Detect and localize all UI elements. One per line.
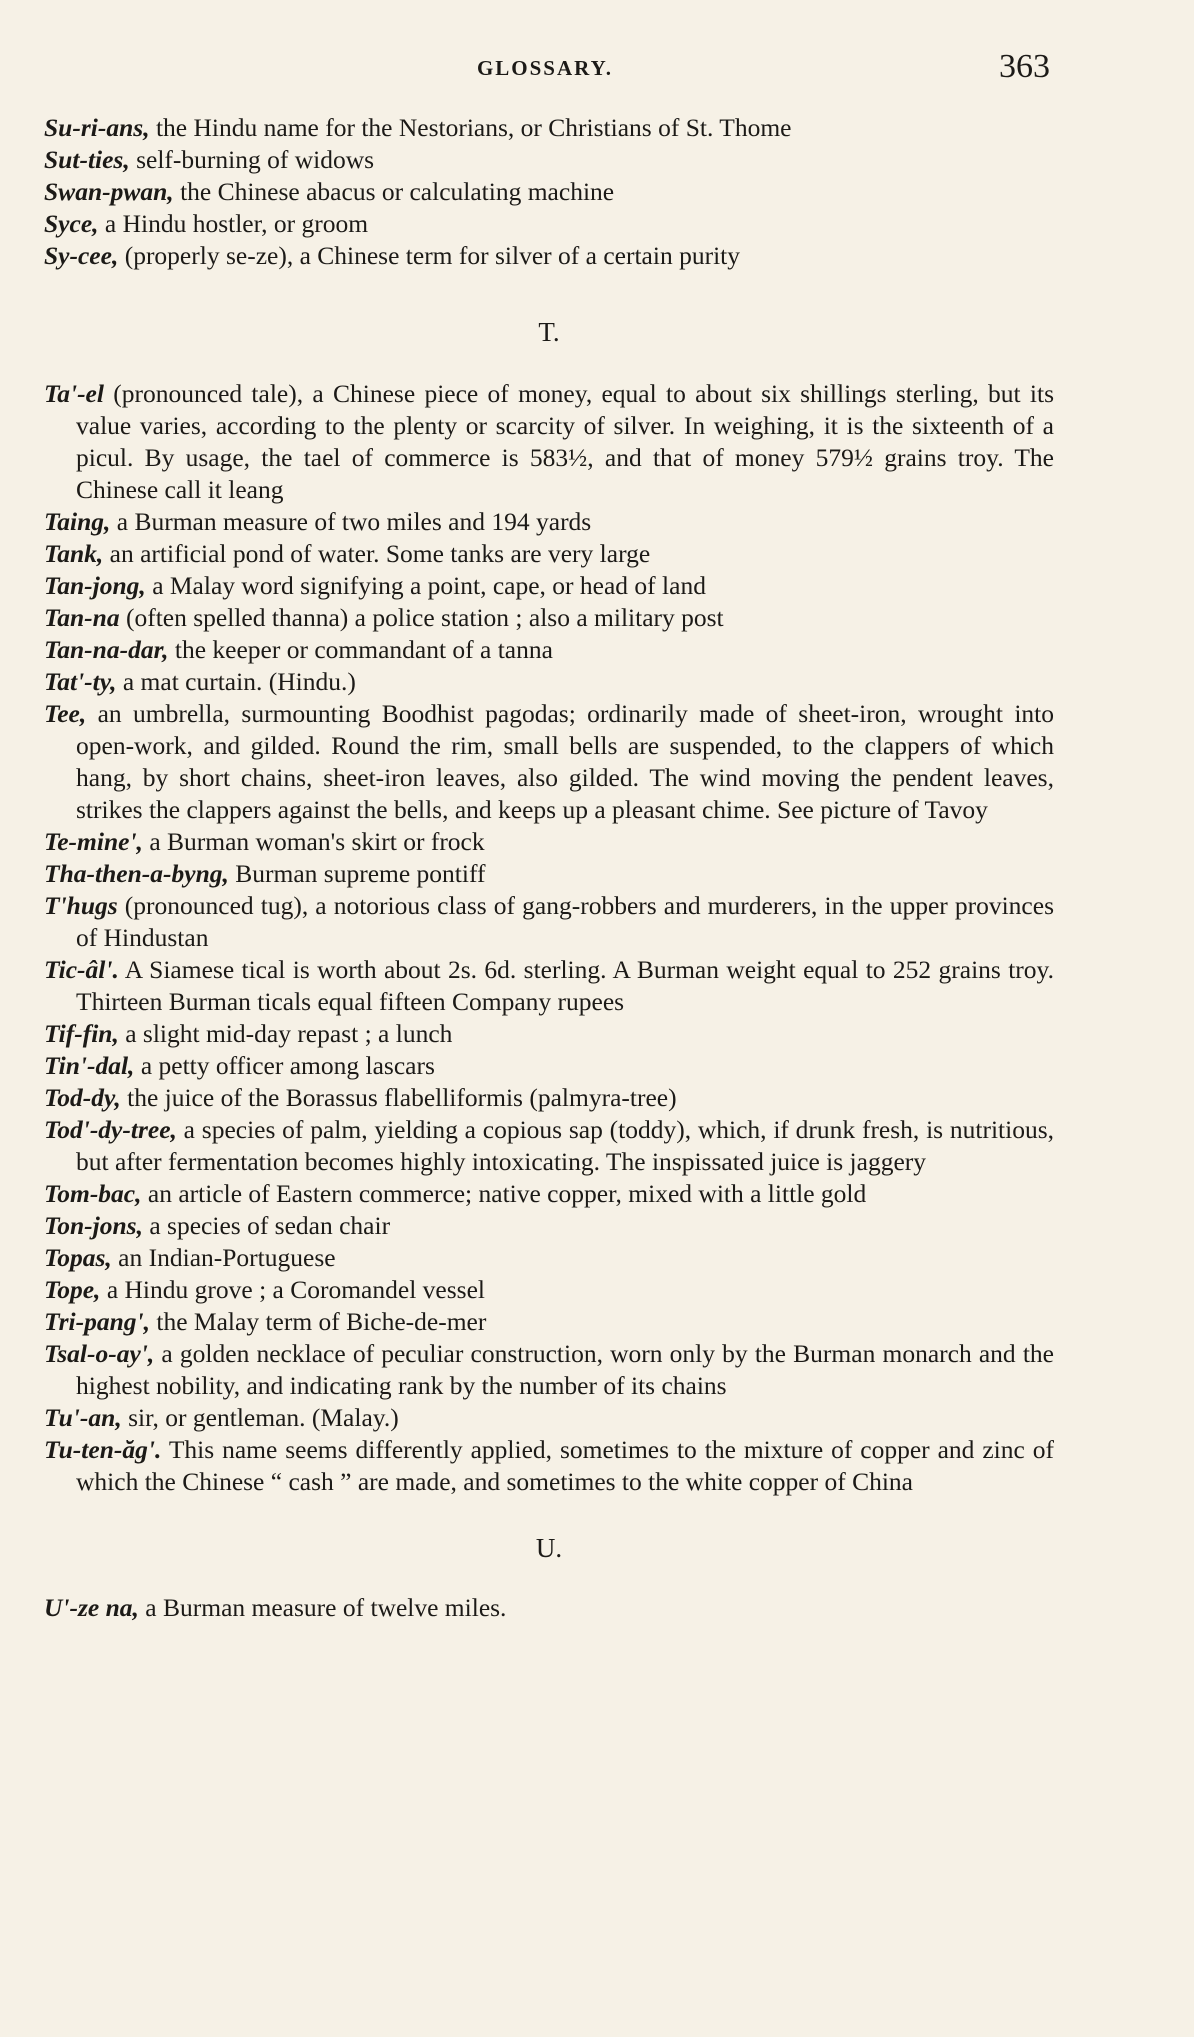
entry-definition: A Siamese tical is worth about 2s. 6d. sterling. A Burman weight equal to 252 grains troy. Thirteen Burman ticals equal fifteen Company rupees [76,955,1054,1016]
entry-definition: a Hindu hostler, or groom [98,209,369,238]
entry-term: Tu-ten-ăg'. [44,1435,162,1464]
entry-term: Te-mine', [44,827,143,856]
entry-term: Sy-cee, [44,241,119,270]
glossary-entry [44,1402,1054,1434]
glossary-entry [44,826,1054,858]
entry-term: Tsal-o-ay', [44,1339,155,1368]
entry-definition: (often spelled thanna) a police station ; also a military post [119,603,724,632]
entry-term: Tri-pang', [44,1307,151,1336]
glossary-entry [44,602,1054,634]
entry-term: Tin'-dal, [44,1051,135,1080]
entry-definition: (pronounced tug), a notorious class of gang-robbers and murderers, in the upper provinces of Hindustan [76,891,1054,952]
entry-definition: the Chinese abacus or calculating machine [173,177,615,206]
entry-definition: a Hindu grove ; a Coromandel vessel [100,1275,485,1304]
entry-definition: an umbrella, surmounting Boodhist pagodas; ordinarily made of sheet-iron, wrought into open-work, and gilded. Round the rim, small bells are suspended, to the clappers of which hang, by short chains, sheet-iron leaves, also gilded. The wind moving the pendent leaves, strikes the clappers against the bells, and keeps up a pleasant chime. See picture of Tavoy [76,699,1054,824]
glossary-entry [44,1274,1054,1306]
entry-term: Su-ri-ans, [44,113,150,142]
glossary-entry [44,1210,1054,1242]
entry-term: Tod'-dy-tree, [44,1115,177,1144]
glossary-entry [44,1178,1054,1210]
page-header [40,48,1050,88]
entry-term: Tu'-an, [44,1403,122,1432]
section-heading: U. [535,1533,563,1563]
glossary-entry [44,240,1054,272]
entry-term: Tank, [44,539,104,568]
entry-definition: a Burman woman's skirt or frock [142,827,485,856]
entry-term: Tif-fin, [44,1019,119,1048]
section-heading: T. [538,317,560,347]
entry-definition: the Malay term of Biche-de-mer [150,1307,487,1336]
entry-term: Taing, [44,507,111,536]
entry-term: Tat'-ty, [44,667,117,696]
entry-term: Ta'-el [44,379,104,408]
entry-term: Ton-jons, [44,1211,143,1240]
glossary-entry [44,634,1054,666]
entry-term: U'-ze na, [44,1593,139,1622]
entry-definition: (properly se-ze), a Chinese term for silver of a certain purity [118,241,740,270]
glossary-entry [44,144,1054,176]
entry-definition: a petty officer among lascars [134,1051,435,1080]
glossary-entry [44,1082,1054,1114]
glossary-entry [44,112,1054,144]
glossary-entry [44,506,1054,538]
glossary-content [44,112,1054,1624]
glossary-entry [44,698,1054,826]
entry-definition: Burman supreme pontiff [228,859,486,888]
entry-definition: the keeper or commandant of a tanna [168,635,553,664]
glossary-entry [44,954,1054,1018]
glossary-entry [44,1050,1054,1082]
entry-term: Tan-na [44,603,120,632]
glossary-entry [44,208,1054,240]
glossary-entry [44,378,1054,506]
entry-definition: an artificial pond of water. Some tanks are very large [103,539,651,568]
glossary-entry [44,666,1054,698]
entry-definition: the juice of the Borassus flabelliformis (palmyra-tree) [120,1083,677,1112]
glossary-entry [44,1242,1054,1274]
glossary-entry [44,858,1054,890]
entry-term: Tan-na-dar, [44,635,169,664]
glossary-entry [44,570,1054,602]
entry-term: Tic-âl'. [44,955,119,984]
entry-definition: an article of Eastern commerce; native copper, mixed with a little gold [141,1179,867,1208]
entry-term: Topas, [44,1243,112,1272]
glossary-entry [44,1114,1054,1178]
entry-definition: This name seems differently applied, sometimes to the mixture of copper and zinc of which the Chinese “ cash ” are made, and sometimes to the white copper of China [76,1435,1054,1496]
entry-definition: an Indian-Portuguese [111,1243,336,1272]
glossary-entry [44,890,1054,954]
entry-definition: a species of palm, yielding a copious sap (toddy), which, if drunk fresh, is nutritious, but after fermentation becomes highly intoxicating. The inspissated juice is jaggery [76,1115,1054,1176]
entry-definition: self-burning of widows [129,145,375,174]
entry-definition: a Burman measure of two miles and 194 yards [110,507,592,536]
entry-definition: a mat curtain. (Hindu.) [116,667,356,696]
running-title: GLOSSARY. [476,56,614,80]
entry-term: Tod-dy, [44,1083,121,1112]
entry-term: Swan-pwan, [44,177,174,206]
entry-term: Tee, [44,699,87,728]
entry-definition: a Burman measure of twelve miles. [138,1593,507,1622]
glossary-entry [44,1592,1054,1624]
page-number: 363 [999,48,1050,85]
glossary-entry [44,1338,1054,1402]
glossary-entry [44,538,1054,570]
entry-definition: (pronounced tale), a Chinese piece of money, equal to about six shillings sterling, but its value varies, according to the plenty or scarcity of silver. In weighing, it is the sixteenth of a picul. By usage, the tael of commerce is 583½, and that of money 579½ grains troy. The Chinese call it leang [76,379,1054,504]
entry-term: Sut-ties, [44,145,130,174]
entry-definition: the Hindu name for the Nestorians, or Christians of St. Thome [149,113,792,142]
entry-definition: a species of sedan chair [142,1211,391,1240]
entry-term: T'hugs [44,891,118,920]
entry-term: Tom-bac, [44,1179,142,1208]
entry-definition: sir, or gentleman. (Malay.) [121,1403,399,1432]
glossary-entry [44,176,1054,208]
entry-term: Tha-then-a-byng, [44,859,229,888]
entry-definition: a Malay word signifying a point, cape, or head of land [145,571,706,600]
entry-term: Syce, [44,209,99,238]
entry-term: Tan-jong, [44,571,146,600]
entry-term: Tope, [44,1275,101,1304]
glossary-entry [44,1018,1054,1050]
entry-definition: a golden necklace of peculiar construction, worn only by the Burman monarch and the highest nobility, and indicating rank by the number of its chains [76,1339,1054,1400]
glossary-entry [44,1434,1054,1498]
glossary-entry [44,1306,1054,1338]
entry-definition: a slight mid-day repast ; a lunch [118,1019,453,1048]
